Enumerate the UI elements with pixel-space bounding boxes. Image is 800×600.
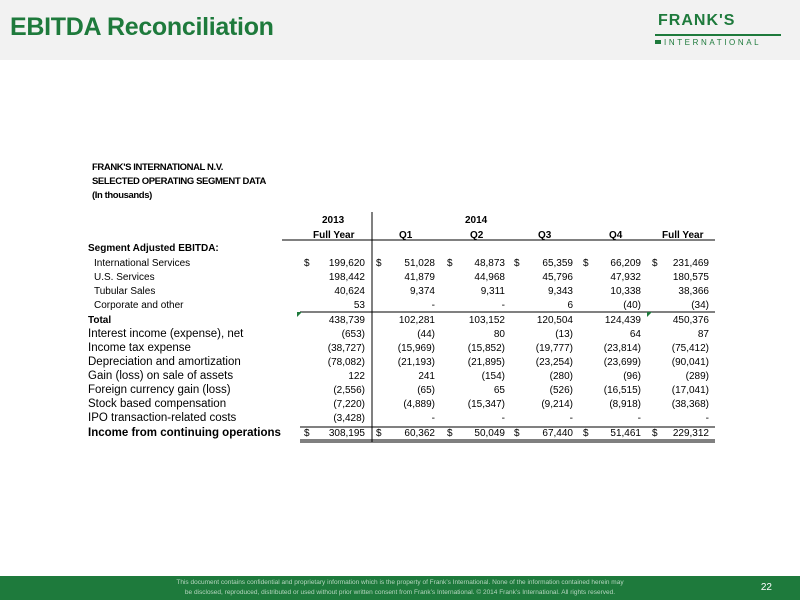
currency-symbol: $ xyxy=(583,428,589,439)
currency-symbol: $ xyxy=(304,258,310,269)
logo-main-text: FRANK'S xyxy=(658,12,736,29)
cell-marker xyxy=(647,312,652,317)
table-cell: (15,969) xyxy=(397,343,435,354)
row-label: Income from continuing operations xyxy=(88,427,281,439)
table-cell: (7,220) xyxy=(333,399,365,410)
currency-symbol: $ xyxy=(304,428,310,439)
currency-symbol: $ xyxy=(652,258,658,269)
table-cell: 51,028 xyxy=(404,258,435,269)
table-cell: (65) xyxy=(417,385,435,396)
currency-symbol: $ xyxy=(447,258,453,269)
table-cell: 48,873 xyxy=(474,258,505,269)
table-cell: (21,895) xyxy=(467,357,505,368)
table-cell: 80 xyxy=(493,329,505,340)
row-label: International Services xyxy=(94,258,191,269)
table-cell: 87 xyxy=(697,329,709,340)
row-label: U.S. Services xyxy=(94,272,155,283)
table-cell: 6 xyxy=(567,300,573,311)
table-cell: (15,852) xyxy=(467,343,505,354)
footer-band xyxy=(0,576,800,600)
table-cell: 60,362 xyxy=(404,428,435,439)
table-cell: 120,504 xyxy=(536,315,573,326)
report-company: FRANK'S INTERNATIONAL N.V. xyxy=(92,162,224,173)
table-cell: (17,041) xyxy=(671,385,709,396)
page-title: EBITDA Reconciliation xyxy=(10,13,274,41)
table-cell: (38,727) xyxy=(327,343,365,354)
table-cell: 45,796 xyxy=(542,272,573,283)
currency-symbol: $ xyxy=(447,428,453,439)
row-label: Tubular Sales xyxy=(94,286,156,297)
table-cell: - xyxy=(431,413,435,424)
currency-symbol: $ xyxy=(652,428,658,439)
table-cell: (96) xyxy=(623,371,641,382)
table-cell: 51,461 xyxy=(610,428,641,439)
table-cell: 10,338 xyxy=(610,286,641,297)
year-header-2013: 2013 xyxy=(322,215,345,226)
row-label: Foreign currency gain (loss) xyxy=(88,384,231,396)
row-label: Interest income (expense), net xyxy=(88,328,244,340)
table-cell: 438,739 xyxy=(328,315,365,326)
currency-symbol: $ xyxy=(514,428,520,439)
table-cell: (23,254) xyxy=(535,357,573,368)
table-cell: (19,777) xyxy=(535,343,573,354)
column-header: Q4 xyxy=(609,230,623,241)
table-cell: (15,347) xyxy=(467,399,505,410)
table-cell: - xyxy=(431,300,435,311)
table-cell: (34) xyxy=(691,300,709,311)
report-subtitle: SELECTED OPERATING SEGMENT DATA xyxy=(92,176,266,187)
disclaimer-line: This document contains confidential and proprietary information which is the property of Frank’s International. None of the information contained herein may xyxy=(176,579,624,586)
table-cell: (23,699) xyxy=(603,357,641,368)
table-cell: 450,376 xyxy=(672,315,709,326)
table-cell: 9,311 xyxy=(480,286,505,297)
page-number: 22 xyxy=(760,582,772,593)
table-cell: (2,556) xyxy=(333,385,365,396)
row-label: Total xyxy=(88,315,112,326)
table-cell: (16,515) xyxy=(603,385,641,396)
column-header: Q1 xyxy=(399,230,413,241)
table-cell: 180,575 xyxy=(672,272,709,283)
table-cell: 241 xyxy=(418,371,435,382)
currency-symbol: $ xyxy=(583,258,589,269)
table-cell: 65,359 xyxy=(542,258,573,269)
table-cell: - xyxy=(637,413,641,424)
table-cell: (526) xyxy=(549,385,573,396)
table-cell: 38,366 xyxy=(678,286,709,297)
column-header: Q3 xyxy=(538,230,552,241)
disclaimer-line: be disclosed, reproduced, distributed or used without prior written consent from Frank’s International. © 2014 Frank’s International. All rights reserved. xyxy=(184,589,616,596)
table-cell: 199,620 xyxy=(328,258,365,269)
table-cell: 44,968 xyxy=(474,272,505,283)
column-header: Q2 xyxy=(470,230,484,241)
currency-symbol: $ xyxy=(376,428,382,439)
table-cell: - xyxy=(569,413,573,424)
table-cell: 40,624 xyxy=(334,286,365,297)
table-cell: (289) xyxy=(685,371,709,382)
row-label: Corporate and other xyxy=(94,300,184,311)
table-cell: (154) xyxy=(481,371,505,382)
table-cell: (90,041) xyxy=(671,357,709,368)
table-cell: - xyxy=(501,300,505,311)
table-cell: (280) xyxy=(549,371,573,382)
row-label: Gain (loss) on sale of assets xyxy=(88,370,234,382)
table-cell: 103,152 xyxy=(468,315,505,326)
table-cell: 47,932 xyxy=(610,272,641,283)
row-label: Depreciation and amortization xyxy=(88,356,241,368)
table-cell: (38,368) xyxy=(671,399,709,410)
table-cell: (21,193) xyxy=(397,357,435,368)
row-label: Income tax expense xyxy=(88,342,191,354)
table-cell: (44) xyxy=(417,329,435,340)
table-cell: - xyxy=(705,413,709,424)
table-cell: 124,439 xyxy=(604,315,641,326)
table-cell: 122 xyxy=(348,371,365,382)
table-cell: 229,312 xyxy=(672,428,709,439)
table-cell: 41,879 xyxy=(404,272,435,283)
logo-sub-text: INTERNATIONAL xyxy=(664,38,762,47)
table-cell: (13) xyxy=(555,329,573,340)
table-cell: (4,889) xyxy=(403,399,435,410)
report-units: (In thousands) xyxy=(92,190,152,201)
table-cell: 9,374 xyxy=(409,286,435,297)
table-cell: (653) xyxy=(341,329,365,340)
column-header: Full Year xyxy=(313,230,355,241)
table-cell: 65 xyxy=(493,385,505,396)
row-label: IPO transaction-related costs xyxy=(88,412,237,424)
table-cell: 198,442 xyxy=(328,272,365,283)
column-header: Full Year xyxy=(662,230,704,241)
currency-symbol: $ xyxy=(514,258,520,269)
table-cell: - xyxy=(501,413,505,424)
table-cell: 64 xyxy=(629,329,641,340)
table-cell: 67,440 xyxy=(542,428,573,439)
table-cell: (75,412) xyxy=(671,343,709,354)
table-cell: (3,428) xyxy=(333,413,365,424)
table-cell: 66,209 xyxy=(610,258,641,269)
table-cell: 53 xyxy=(353,300,365,311)
table-cell: 50,049 xyxy=(474,428,505,439)
confidentiality-disclaimer xyxy=(130,578,670,598)
table-cell: 308,195 xyxy=(328,428,365,439)
table-cell: (9,214) xyxy=(541,399,573,410)
table-cell: 231,469 xyxy=(672,258,709,269)
row-label: Stock based compensation xyxy=(88,398,227,410)
currency-symbol: $ xyxy=(376,258,382,269)
table-cell: 102,281 xyxy=(398,315,435,326)
table-cell: (23,814) xyxy=(603,343,641,354)
table-cell: 9,343 xyxy=(547,286,573,297)
table-cell: (40) xyxy=(623,300,641,311)
year-header-2014: 2014 xyxy=(465,215,488,226)
section-label: Segment Adjusted EBITDA: xyxy=(88,243,219,254)
cell-marker xyxy=(297,312,302,317)
table-cell: (8,918) xyxy=(609,399,641,410)
table-cell: (78,082) xyxy=(327,357,365,368)
